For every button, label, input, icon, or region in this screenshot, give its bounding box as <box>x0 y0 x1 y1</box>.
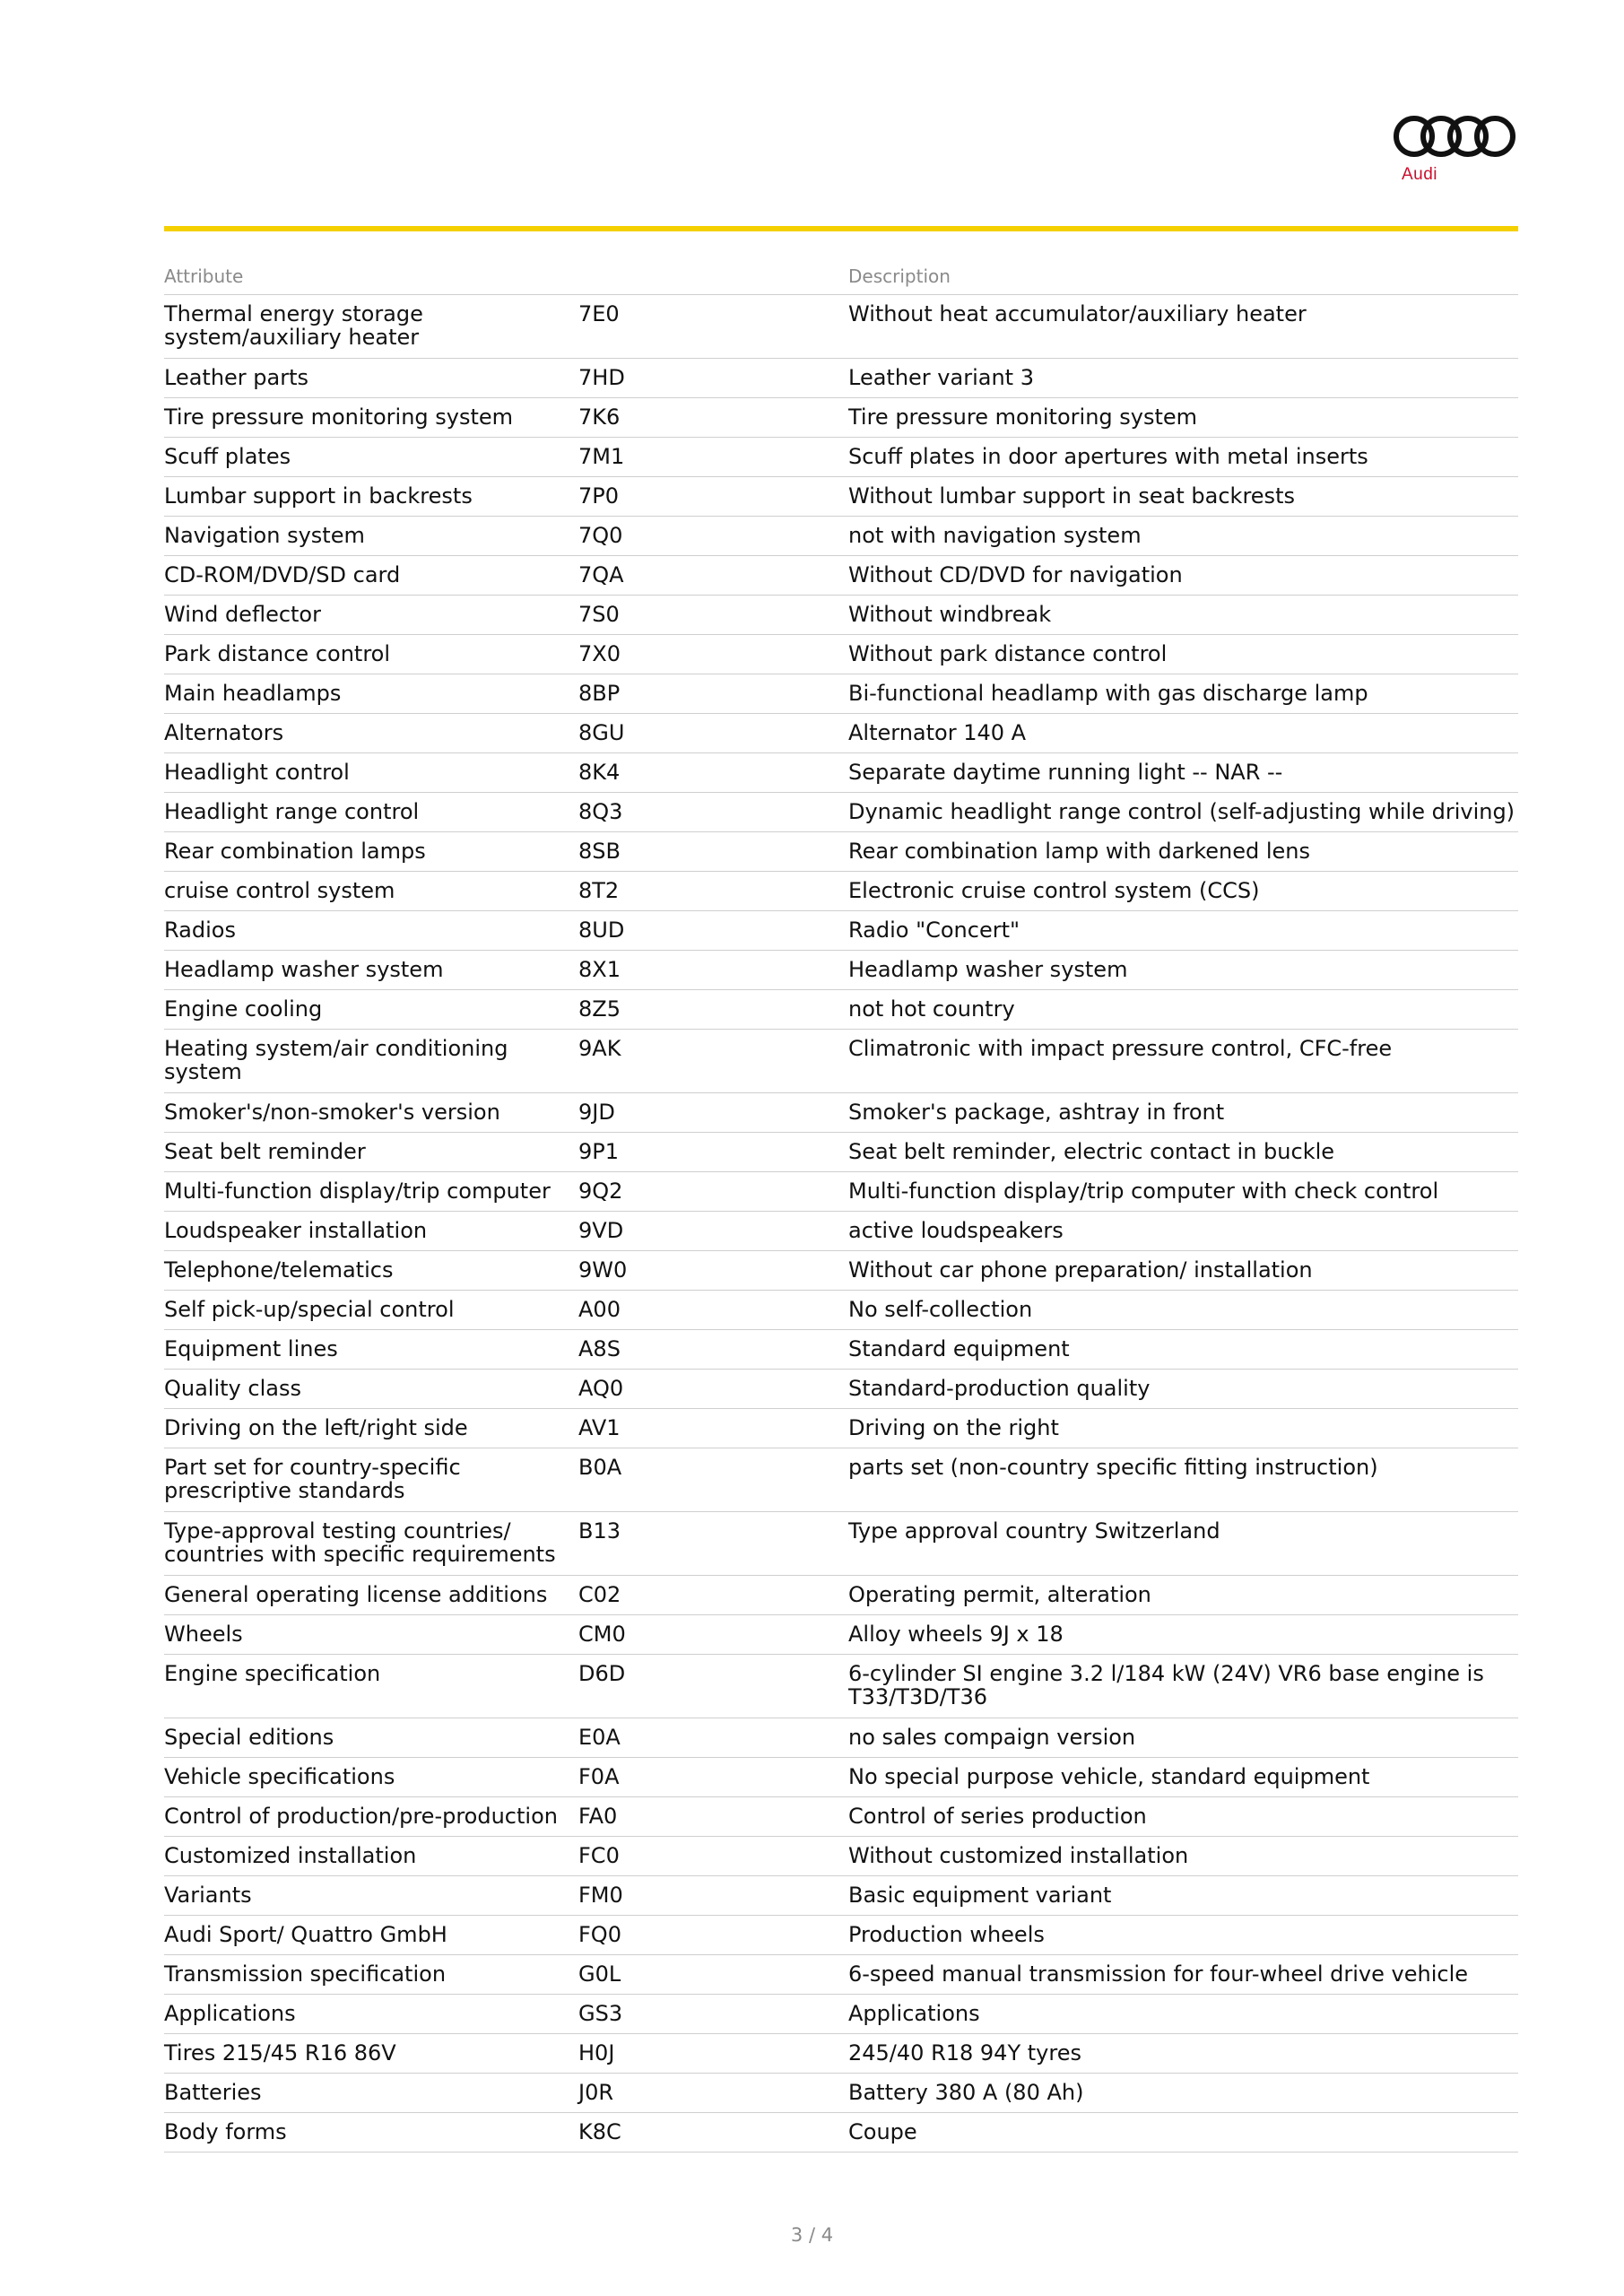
code-cell: 7P0 <box>578 483 620 509</box>
attribute-cell: Control of production/pre-production <box>164 1804 558 1829</box>
code-cell: 9P1 <box>578 1139 620 1164</box>
table-row <box>164 1370 1518 1409</box>
attribute-cell: Main headlamps <box>164 681 342 706</box>
description-cell: Without CD/DVD for navigation <box>848 562 1183 587</box>
code-cell: C02 <box>578 1582 621 1607</box>
page-indicator: 3 / 4 <box>790 2224 834 2246</box>
table-row <box>164 1448 1518 1512</box>
code-cell: 9AK <box>578 1036 621 1061</box>
code-cell: 8SB <box>578 839 621 864</box>
code-cell: K8C <box>578 2119 621 2144</box>
description-cell: Without lumbar support in seat backrests <box>848 483 1295 509</box>
code-cell: B13 <box>578 1518 621 1544</box>
attribute-cell: Radios <box>164 918 236 943</box>
table-header <box>164 262 1518 295</box>
header-attribute: Attribute <box>164 265 244 287</box>
attribute-cell: Thermal energy storage system/auxiliary heater <box>164 301 423 350</box>
description-cell: not with navigation system <box>848 523 1142 548</box>
table-row <box>164 1133 1518 1172</box>
description-cell: No self-collection <box>848 1297 1033 1322</box>
attribute-cell: cruise control system <box>164 878 395 903</box>
audi-logo <box>1392 113 1517 187</box>
description-cell: Battery 380 A (80 Ah) <box>848 2080 1084 2105</box>
attribute-cell: Smoker's/non-smoker's version <box>164 1100 500 1125</box>
table-row <box>164 1718 1518 1758</box>
attribute-cell: Engine cooling <box>164 996 323 1022</box>
code-cell: H0J <box>578 2040 615 2066</box>
description-cell: Standard-production quality <box>848 1376 1151 1401</box>
code-cell: AQ0 <box>578 1376 624 1401</box>
description-cell: Bi-functional headlamp with gas discharge lamp <box>848 681 1368 706</box>
code-cell: 7HD <box>578 365 625 390</box>
attribute-cell: Applications <box>164 2001 296 2026</box>
description-cell: Alternator 140 A <box>848 720 1027 745</box>
attribute-cell: Rear combination lamps <box>164 839 426 864</box>
code-cell: B0A <box>578 1455 622 1480</box>
attribute-cell: Batteries <box>164 2080 262 2105</box>
table-row <box>164 1251 1518 1291</box>
attribute-cell: Tire pressure monitoring system <box>164 404 514 430</box>
table-row <box>164 1409 1518 1448</box>
description-cell: Tire pressure monitoring system <box>848 404 1198 430</box>
description-cell: Leather variant 3 <box>848 365 1034 390</box>
attribute-cell: Vehicle specifications <box>164 1764 395 1789</box>
table-row <box>164 1655 1518 1718</box>
code-cell: 7S0 <box>578 602 620 627</box>
table-row <box>164 1330 1518 1370</box>
description-cell: Production wheels <box>848 1922 1045 1947</box>
code-cell: D6D <box>578 1661 626 1686</box>
equipment-table <box>164 262 1518 2152</box>
description-cell: Applications <box>848 2001 980 2026</box>
table-row <box>164 1916 1518 1955</box>
table-row <box>164 1212 1518 1251</box>
attribute-cell: Lumbar support in backrests <box>164 483 473 509</box>
attribute-cell: Tires 215/45 R16 86V <box>164 2040 396 2066</box>
description-cell: 6-speed manual transmission for four-wheel drive vehicle <box>848 1961 1468 1987</box>
description-cell: 6-cylinder SI engine 3.2 l/184 kW (24V) VR6 base engine is T33/T3D/T36 <box>848 1661 1484 1709</box>
table-row <box>164 832 1518 872</box>
attribute-cell: Body forms <box>164 2119 287 2144</box>
description-cell: active loudspeakers <box>848 1218 1064 1243</box>
table-row <box>164 556 1518 596</box>
header-rule <box>164 226 1518 231</box>
table-row <box>164 1172 1518 1212</box>
description-cell: Type approval country Switzerland <box>848 1518 1220 1544</box>
table-row <box>164 674 1518 714</box>
description-cell: Multi-function display/trip computer with check control <box>848 1178 1439 1204</box>
attribute-cell: Seat belt reminder <box>164 1139 366 1164</box>
code-cell: 8GU <box>578 720 625 745</box>
description-cell: Basic equipment variant <box>848 1883 1112 1908</box>
table-row <box>164 1758 1518 1797</box>
attribute-cell: General operating license additions <box>164 1582 548 1607</box>
code-cell: 9W0 <box>578 1257 628 1283</box>
description-cell: Control of series production <box>848 1804 1147 1829</box>
description-cell: Dynamic headlight range control (self-adjusting while driving) <box>848 799 1515 824</box>
table-row <box>164 1093 1518 1133</box>
attribute-cell: Headlamp washer system <box>164 957 444 982</box>
table-row <box>164 1995 1518 2034</box>
attribute-cell: Quality class <box>164 1376 301 1401</box>
table-row <box>164 295 1518 359</box>
code-cell: 9JD <box>578 1100 615 1125</box>
attribute-cell: Headlight control <box>164 760 350 785</box>
table-row <box>164 1876 1518 1916</box>
code-cell: A8S <box>578 1336 621 1361</box>
description-cell: Without heat accumulator/auxiliary heater <box>848 301 1307 326</box>
description-cell: 245/40 R18 94Y tyres <box>848 2040 1081 2066</box>
table-row <box>164 596 1518 635</box>
code-cell: 9VD <box>578 1218 624 1243</box>
table-row <box>164 1955 1518 1995</box>
code-cell: F0A <box>578 1764 620 1789</box>
table-row <box>164 1512 1518 1576</box>
table-row <box>164 359 1518 398</box>
table-row <box>164 1615 1518 1655</box>
description-cell: Operating permit, alteration <box>848 1582 1151 1607</box>
code-cell: 7X0 <box>578 641 621 666</box>
code-cell: 8BP <box>578 681 621 706</box>
description-cell: Without park distance control <box>848 641 1168 666</box>
attribute-cell: Loudspeaker installation <box>164 1218 428 1243</box>
attribute-cell: Transmission specification <box>164 1961 447 1987</box>
code-cell: A00 <box>578 1297 621 1322</box>
code-cell: FA0 <box>578 1804 618 1829</box>
table-row <box>164 1291 1518 1330</box>
audi-logo-text: Audi <box>1401 165 1438 184</box>
table-row <box>164 2074 1518 2113</box>
code-cell: 8UD <box>578 918 625 943</box>
attribute-cell: Customized installation <box>164 1843 417 1868</box>
description-cell: Seat belt reminder, electric contact in buckle <box>848 1139 1335 1164</box>
attribute-cell: Engine specification <box>164 1661 381 1686</box>
table-row <box>164 2034 1518 2074</box>
attribute-cell: Driving on the left/right side <box>164 1415 468 1440</box>
description-cell: no sales compaign version <box>848 1725 1136 1750</box>
table-row <box>164 714 1518 753</box>
table-row <box>164 1797 1518 1837</box>
table-row <box>164 517 1518 556</box>
code-cell: FQ0 <box>578 1922 621 1947</box>
description-cell: not hot country <box>848 996 1015 1022</box>
description-cell: Scuff plates in door apertures with metal inserts <box>848 444 1368 469</box>
table-row <box>164 2113 1518 2152</box>
table-row <box>164 1837 1518 1876</box>
description-cell: Without windbreak <box>848 602 1052 627</box>
attribute-cell: Special editions <box>164 1725 334 1750</box>
attribute-cell: Leather parts <box>164 365 309 390</box>
attribute-cell: Wheels <box>164 1622 243 1647</box>
attribute-cell: Headlight range control <box>164 799 420 824</box>
description-cell: Electronic cruise control system (CCS) <box>848 878 1260 903</box>
code-cell: J0R <box>578 2080 614 2105</box>
table-row <box>164 1576 1518 1615</box>
table-row <box>164 1030 1518 1093</box>
description-cell: Standard equipment <box>848 1336 1070 1361</box>
table-row <box>164 793 1518 832</box>
code-cell: GS3 <box>578 2001 623 2026</box>
table-row <box>164 872 1518 911</box>
table-body <box>164 295 1518 2152</box>
code-cell: AV1 <box>578 1415 621 1440</box>
code-cell: 8Z5 <box>578 996 621 1022</box>
attribute-cell: Heating system/air conditioning system <box>164 1036 508 1084</box>
code-cell: FC0 <box>578 1843 620 1868</box>
attribute-cell: Wind deflector <box>164 602 321 627</box>
attribute-cell: CD-ROM/DVD/SD card <box>164 562 401 587</box>
table-row <box>164 753 1518 793</box>
code-cell: FM0 <box>578 1883 623 1908</box>
description-cell: Separate daytime running light -- NAR -- <box>848 760 1283 785</box>
code-cell: CM0 <box>578 1622 626 1647</box>
table-row <box>164 438 1518 477</box>
description-cell: Climatronic with impact pressure control, CFC-free <box>848 1036 1393 1061</box>
attribute-cell: Audi Sport/ Quattro GmbH <box>164 1922 447 1947</box>
code-cell: 7Q0 <box>578 523 623 548</box>
description-cell: Coupe <box>848 2119 917 2144</box>
table-row <box>164 911 1518 951</box>
table-row <box>164 477 1518 517</box>
header-description: Description <box>848 265 951 287</box>
audi-rings-icon <box>1392 113 1517 160</box>
attribute-cell: Scuff plates <box>164 444 291 469</box>
code-cell: 9Q2 <box>578 1178 623 1204</box>
attribute-cell: Telephone/telematics <box>164 1257 394 1283</box>
attribute-cell: Part set for country-specific prescriptive standards <box>164 1455 461 1503</box>
code-cell: E0A <box>578 1725 621 1750</box>
description-cell: No special purpose vehicle, standard equipment <box>848 1764 1370 1789</box>
code-cell: 7K6 <box>578 404 621 430</box>
description-cell: Smoker's package, ashtray in front <box>848 1100 1225 1125</box>
description-cell: Radio "Concert" <box>848 918 1020 943</box>
attribute-cell: Variants <box>164 1883 252 1908</box>
code-cell: 8X1 <box>578 957 621 982</box>
attribute-cell: Type-approval testing countries/ countries with specific requirements <box>164 1518 556 1567</box>
table-row <box>164 951 1518 990</box>
table-row <box>164 635 1518 674</box>
attribute-cell: Equipment lines <box>164 1336 338 1361</box>
description-cell: Without car phone preparation/ installation <box>848 1257 1313 1283</box>
code-cell: 8T2 <box>578 878 620 903</box>
code-cell: 8Q3 <box>578 799 623 824</box>
code-cell: 7M1 <box>578 444 625 469</box>
code-cell: G0L <box>578 1961 621 1987</box>
description-cell: Without customized installation <box>848 1843 1189 1868</box>
attribute-cell: Multi-function display/trip computer <box>164 1178 551 1204</box>
attribute-cell: Self pick-up/special control <box>164 1297 455 1322</box>
attribute-cell: Park distance control <box>164 641 391 666</box>
description-cell: parts set (non-country specific fitting instruction) <box>848 1455 1378 1480</box>
table-row <box>164 990 1518 1030</box>
attribute-cell: Navigation system <box>164 523 365 548</box>
description-cell: Alloy wheels 9J x 18 <box>848 1622 1064 1647</box>
code-cell: 8K4 <box>578 760 621 785</box>
code-cell: 7QA <box>578 562 624 587</box>
code-cell: 7E0 <box>578 301 620 326</box>
table-row <box>164 398 1518 438</box>
description-cell: Rear combination lamp with darkened lens <box>848 839 1311 864</box>
description-cell: Driving on the right <box>848 1415 1059 1440</box>
description-cell: Headlamp washer system <box>848 957 1128 982</box>
attribute-cell: Alternators <box>164 720 284 745</box>
